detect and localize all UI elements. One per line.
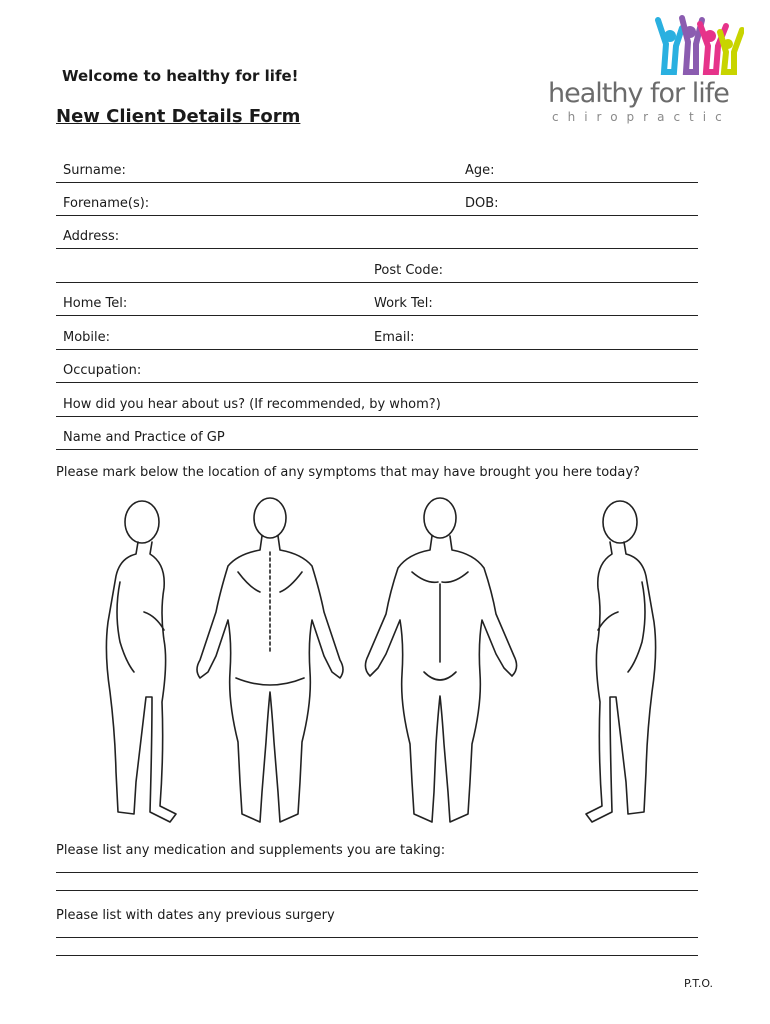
address-field[interactable] <box>56 228 698 249</box>
medication-prompt: Please list any medication and supplements you are taking: <box>56 843 446 858</box>
home-tel-label: Home Tel: <box>63 296 128 311</box>
back-view[interactable] <box>197 498 343 822</box>
surgery-line-1[interactable] <box>56 937 698 938</box>
age-field[interactable] <box>458 162 698 183</box>
welcome-heading: Welcome to healthy for life! <box>62 67 299 85</box>
forenames-label: Forename(s): <box>63 196 150 211</box>
age-label: Age: <box>465 163 495 178</box>
symptoms-prompt: Please mark below the location of any symptoms that may have brought you here today? <box>56 465 640 480</box>
occupation-label: Occupation: <box>63 363 142 378</box>
form-title: New Client Details Form <box>56 106 301 127</box>
hear-about-label: How did you hear about us? (If recommended, by whom?) <box>63 397 441 412</box>
dob-label: DOB: <box>465 196 499 211</box>
medication-line-1[interactable] <box>56 872 698 873</box>
occupation-field[interactable] <box>56 362 698 383</box>
forenames-field[interactable] <box>56 195 464 216</box>
people-logo-icon <box>652 14 744 78</box>
surgery-line-2[interactable] <box>56 955 698 956</box>
work-tel-field[interactable] <box>367 295 698 316</box>
post-code-field[interactable] <box>367 262 698 283</box>
logo-sub-text: chiropractic <box>552 110 731 124</box>
email-label: Email: <box>374 330 415 345</box>
body-chart[interactable] <box>60 492 710 832</box>
pto-label: P.T.O. <box>684 977 714 990</box>
home-tel-field[interactable] <box>56 295 368 316</box>
address-label: Address: <box>63 229 120 244</box>
side-left-view[interactable] <box>106 501 176 822</box>
mobile-label: Mobile: <box>63 330 111 345</box>
front-view[interactable] <box>365 498 516 822</box>
email-field[interactable] <box>367 329 698 350</box>
side-right-view[interactable] <box>586 501 656 822</box>
gp-field[interactable] <box>56 429 698 450</box>
mobile-field[interactable] <box>56 329 368 350</box>
work-tel-label: Work Tel: <box>374 296 433 311</box>
address-line-2-field[interactable] <box>56 262 368 283</box>
gp-label: Name and Practice of GP <box>63 430 225 445</box>
surname-field[interactable] <box>56 162 464 183</box>
medication-line-2[interactable] <box>56 890 698 891</box>
dob-field[interactable] <box>458 195 698 216</box>
surname-label: Surname: <box>63 163 126 178</box>
surgery-prompt: Please list with dates any previous surgery <box>56 908 335 923</box>
hear-about-field[interactable] <box>56 396 698 417</box>
logo-brand-text: healthy for life <box>548 78 729 109</box>
post-code-label: Post Code: <box>374 263 443 278</box>
logo <box>548 14 744 132</box>
